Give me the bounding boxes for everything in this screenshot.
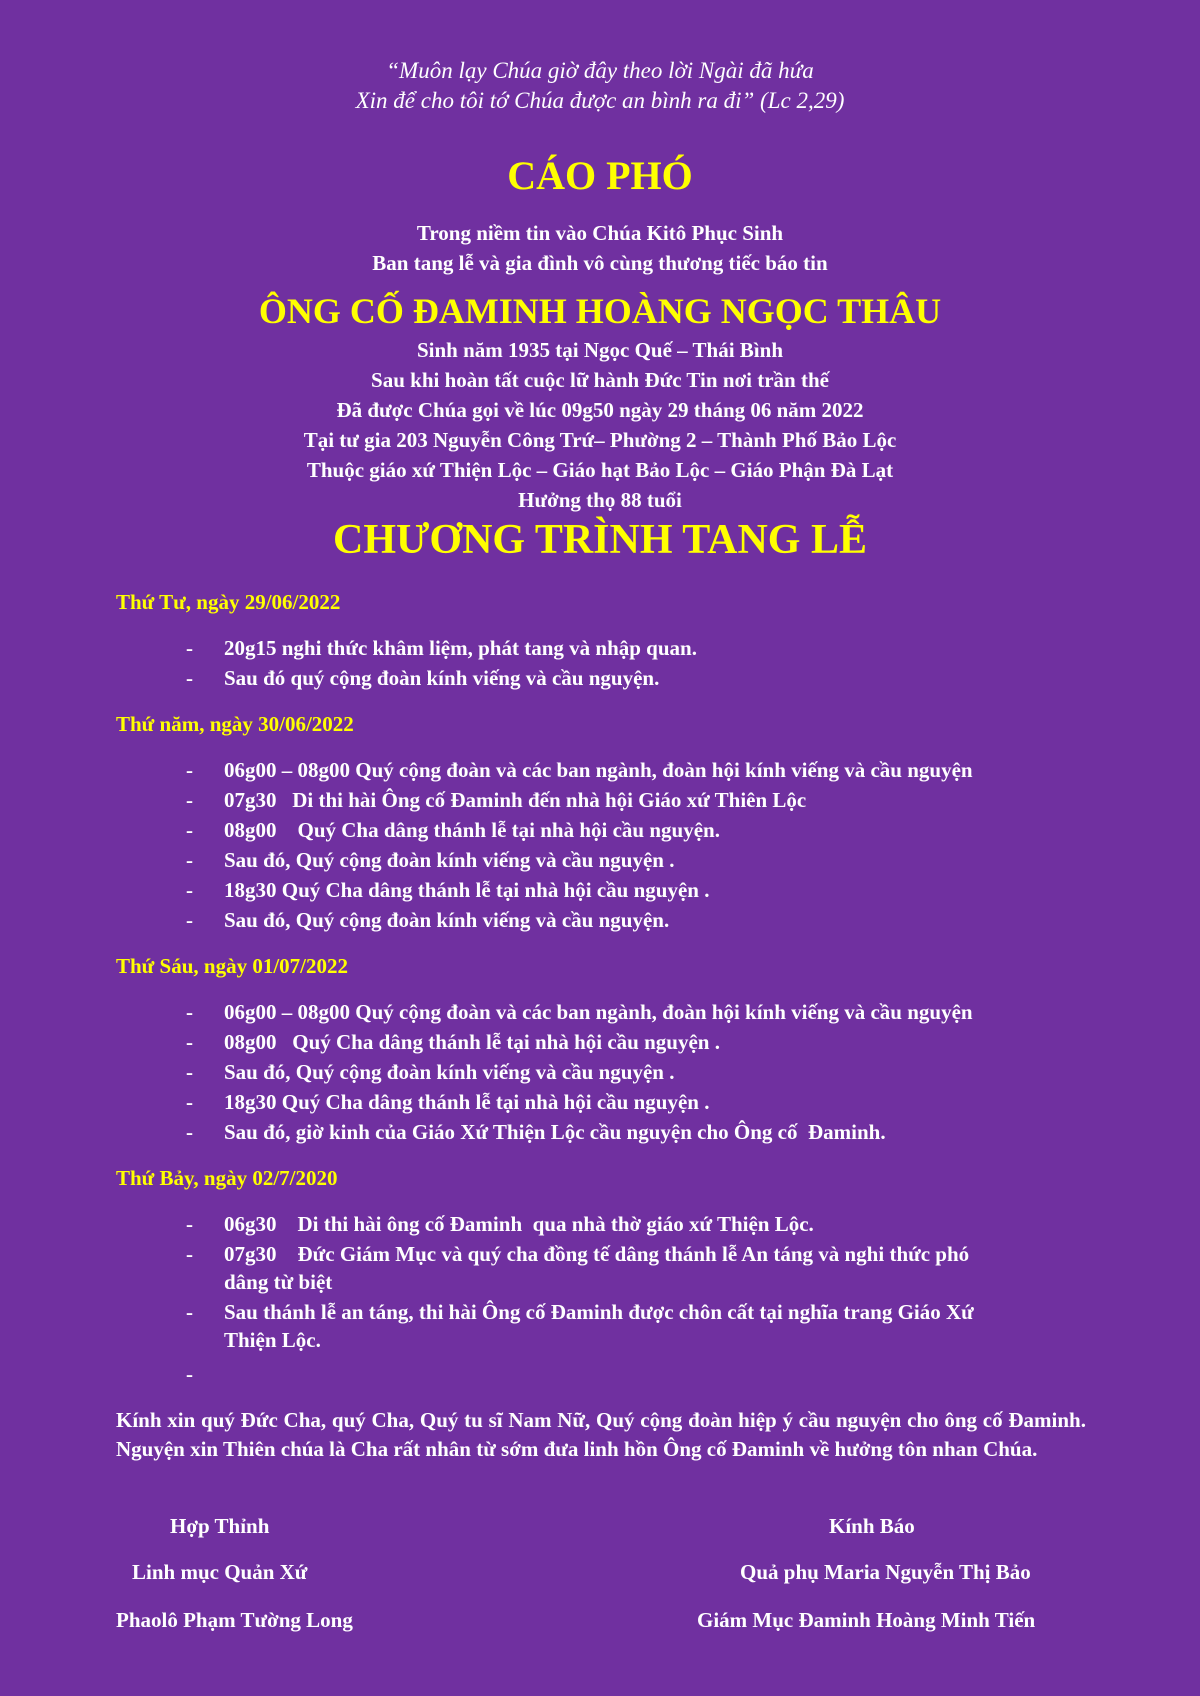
left-signature-heading: Hợp Thỉnh — [170, 1514, 270, 1538]
day-heading: Thứ Bảy, ngày 02/7/2020 — [116, 1166, 338, 1190]
list-item-text: Sau đó, Quý cộng đoàn kính viếng và cầu nguyện . — [224, 1060, 675, 1084]
list-item-text: 18g30 Quý Cha dâng thánh lễ tại nhà hội cầu nguyện . — [224, 1090, 710, 1114]
page-title: CÁO PHÓ — [507, 153, 693, 198]
closing-paragraph: Kính xin quý Đức Cha, quý Cha, Quý tu sĩ Nam Nữ, Quý cộng đoàn hiệp ý cầu nguyện cho ông cố Đaminh. Nguyện xin Thiên chúa là Cha rất nhân từ sớm đưa linh hồn Ông cố Đaminh về hưởng tôn nhan Chúa. — [116, 1408, 1086, 1461]
bullet-dash: - — [186, 818, 193, 842]
info-line: Sinh năm 1935 tại Ngọc Quế – Thái Bình — [416, 338, 784, 362]
bullet-dash: - — [186, 788, 193, 812]
list-item-text: 07g30 Di thi hài Ông cố Đaminh đến nhà hội Giáo xứ Thiên Lộc — [224, 788, 807, 812]
list-item-text-continued: Thiện Lộc. — [224, 1328, 321, 1352]
bullet-dash: - — [186, 848, 193, 872]
info-line: Sau khi hoàn tất cuộc lữ hành Đức Tin nơi trần thế — [371, 368, 829, 392]
list-item-text: 20g15 nghi thức khâm liệm, phát tang và nhập quan. — [224, 636, 697, 660]
list-item-text: Sau đó, Quý cộng đoàn kính viếng và cầu nguyện. — [224, 908, 670, 932]
list-item-text: 07g30 Đức Giám Mục và quý cha đồng tế dâng thánh lễ An táng và nghi thức phó — [224, 1242, 970, 1266]
day-heading: Thứ Sáu, ngày 01/07/2022 — [116, 954, 348, 978]
list-item-text: Sau đó, giờ kinh của Giáo Xứ Thiện Lộc cầu nguyện cho Ông cố Đaminh. — [224, 1120, 886, 1144]
list-item-text: 06g00 – 08g00 Quý cộng đoàn và các ban ngành, đoàn hội kính viếng và cầu nguyện — [224, 1000, 973, 1024]
day-heading: Thứ năm, ngày 30/06/2022 — [116, 712, 354, 736]
list-item-text-continued: dâng từ biệt — [224, 1270, 333, 1294]
bullet-dash: - — [186, 1212, 193, 1236]
info-line: Hưởng thọ 88 tuổi — [518, 488, 682, 512]
left-signature-role: Linh mục Quản Xứ — [132, 1560, 308, 1584]
right-signature-line-1: Quả phụ Maria Nguyễn Thị Bảo — [740, 1560, 1031, 1584]
bullet-dash: - — [186, 758, 193, 782]
bullet-dash: - — [186, 1030, 193, 1054]
intro-line-1: Trong niềm tin vào Chúa Kitô Phục Sinh — [416, 221, 784, 245]
bullet-dash: - — [186, 1090, 193, 1114]
list-item-text: 08g00 Quý Cha dâng thánh lễ tại nhà hội cầu nguyện . — [224, 1030, 720, 1054]
bullet-dash: - — [186, 1120, 193, 1144]
info-line: Thuộc giáo xứ Thiện Lộc – Giáo hạt Bảo Lộc – Giáo Phận Đà Lạt — [306, 458, 894, 482]
bullet-dash: - — [186, 1362, 193, 1386]
list-item-text: Sau đó, Quý cộng đoàn kính viếng và cầu nguyện . — [224, 848, 675, 872]
quote-line-2: Xin để cho tôi tớ Chúa được an bình ra đi” (Lc 2,29) — [355, 88, 845, 113]
bullet-dash: - — [186, 1060, 193, 1084]
right-signature-line-2: Giám Mục Đaminh Hoàng Minh Tiến — [697, 1608, 1036, 1632]
deceased-name: ÔNG CỐ ĐAMINH HOÀNG NGỌC THÂU — [258, 291, 942, 331]
quote-line-1: “Muôn lạy Chúa giờ đây theo lời Ngài đã hứa — [386, 58, 814, 83]
bullet-dash: - — [186, 1000, 193, 1024]
program-title: CHƯƠNG TRÌNH TANG LỄ — [332, 517, 868, 563]
bullet-dash: - — [186, 1242, 193, 1266]
right-signature-heading: Kính Báo — [829, 1514, 915, 1538]
left-signature-name: Phaolô Phạm Tường Long — [116, 1608, 353, 1632]
list-item-text: 06g00 – 08g00 Quý cộng đoàn và các ban ngành, đoàn hội kính viếng và cầu nguyện — [224, 758, 973, 782]
list-item-text: 08g00 Quý Cha dâng thánh lễ tại nhà hội cầu nguyện. — [224, 818, 720, 842]
bullet-dash: - — [186, 636, 193, 660]
bullet-dash: - — [186, 666, 193, 690]
list-item-text: 18g30 Quý Cha dâng thánh lễ tại nhà hội cầu nguyện . — [224, 878, 710, 902]
day-heading: Thứ Tư, ngày 29/06/2022 — [116, 590, 341, 614]
bullet-dash: - — [186, 1300, 193, 1324]
list-item-text: Sau đó quý cộng đoàn kính viếng và cầu nguyện. — [224, 666, 660, 690]
info-line: Tại tư gia 203 Nguyễn Công Trứ– Phường 2 – Thành Phố Bảo Lộc — [303, 428, 897, 452]
bullet-dash: - — [186, 908, 193, 932]
list-item-text: 06g30 Di thi hài ông cố Đaminh qua nhà thờ giáo xứ Thiện Lộc. — [224, 1212, 814, 1236]
intro-line-2: Ban tang lễ và gia đình vô cùng thương tiếc báo tin — [372, 251, 828, 275]
list-item-text: Sau thánh lễ an táng, thi hài Ông cố Đaminh được chôn cất tại nghĩa trang Giáo Xứ — [224, 1300, 974, 1324]
info-line: Đã được Chúa gọi về lúc 09g50 ngày 29 tháng 06 năm 2022 — [336, 398, 864, 422]
bullet-dash: - — [186, 878, 193, 902]
